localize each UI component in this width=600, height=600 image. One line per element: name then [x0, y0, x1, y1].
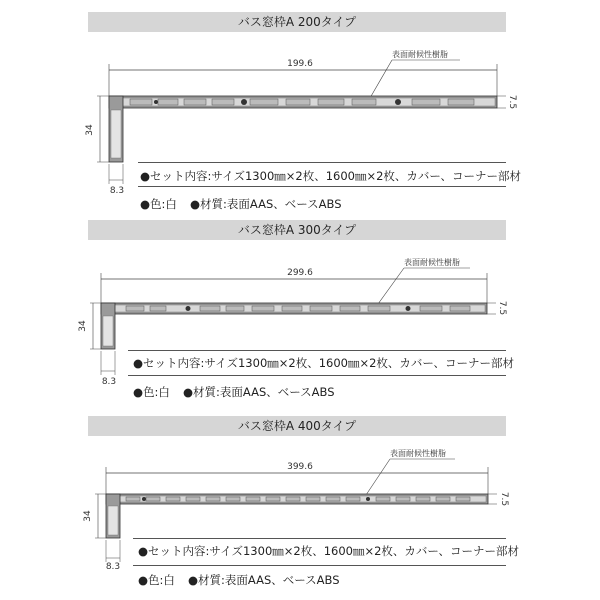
- base-dimension: 8.3: [105, 562, 121, 572]
- divider: [133, 565, 506, 566]
- depth-dimension: 7.5: [499, 491, 509, 507]
- material-spec: ●材質:表面AAS、ベースABS: [183, 385, 335, 399]
- material-callout: 表面耐候性樹脂: [404, 258, 460, 267]
- base-dimension: 8.3: [109, 186, 125, 196]
- set-contents: ●セット内容:サイズ1300㎜×2枚、1600㎜×2枚、カバー、コーナー部材: [133, 356, 514, 370]
- depth-dimension: 7.5: [507, 94, 517, 110]
- width-dimension: 399.6: [287, 462, 313, 472]
- set-contents: ●セット内容:サイズ1300㎜×2枚、1600㎜×2枚、カバー、コーナー部材: [140, 169, 521, 183]
- width-dimension: 199.6: [287, 59, 313, 69]
- width-dimension: 299.6: [287, 268, 313, 278]
- divider: [133, 538, 506, 539]
- color-spec: ●色:白: [138, 573, 175, 587]
- material-spec: ●材質:表面AAS、ベースABS: [188, 573, 340, 587]
- section-title: バス窓枠A 300タイプ: [88, 220, 506, 240]
- material-callout: 表面耐候性樹脂: [392, 50, 448, 59]
- color-spec: ●色:白: [133, 385, 170, 399]
- depth-dimension: 7.5: [497, 300, 507, 316]
- color-spec: ●色:白: [140, 197, 177, 211]
- height-dimension: 34: [78, 320, 88, 332]
- height-dimension: 34: [85, 124, 95, 136]
- base-dimension: 8.3: [101, 377, 117, 387]
- set-contents: ●セット内容:サイズ1300㎜×2枚、1600㎜×2枚、カバー、コーナー部材: [138, 544, 519, 558]
- section-title: バス窓枠A 200タイプ: [88, 12, 506, 32]
- material-callout: 表面耐候性樹脂: [390, 449, 446, 458]
- section-title: バス窓枠A 400タイプ: [88, 416, 506, 436]
- material-spec: ●材質:表面AAS、ベースABS: [190, 197, 342, 211]
- height-dimension: 34: [83, 510, 93, 522]
